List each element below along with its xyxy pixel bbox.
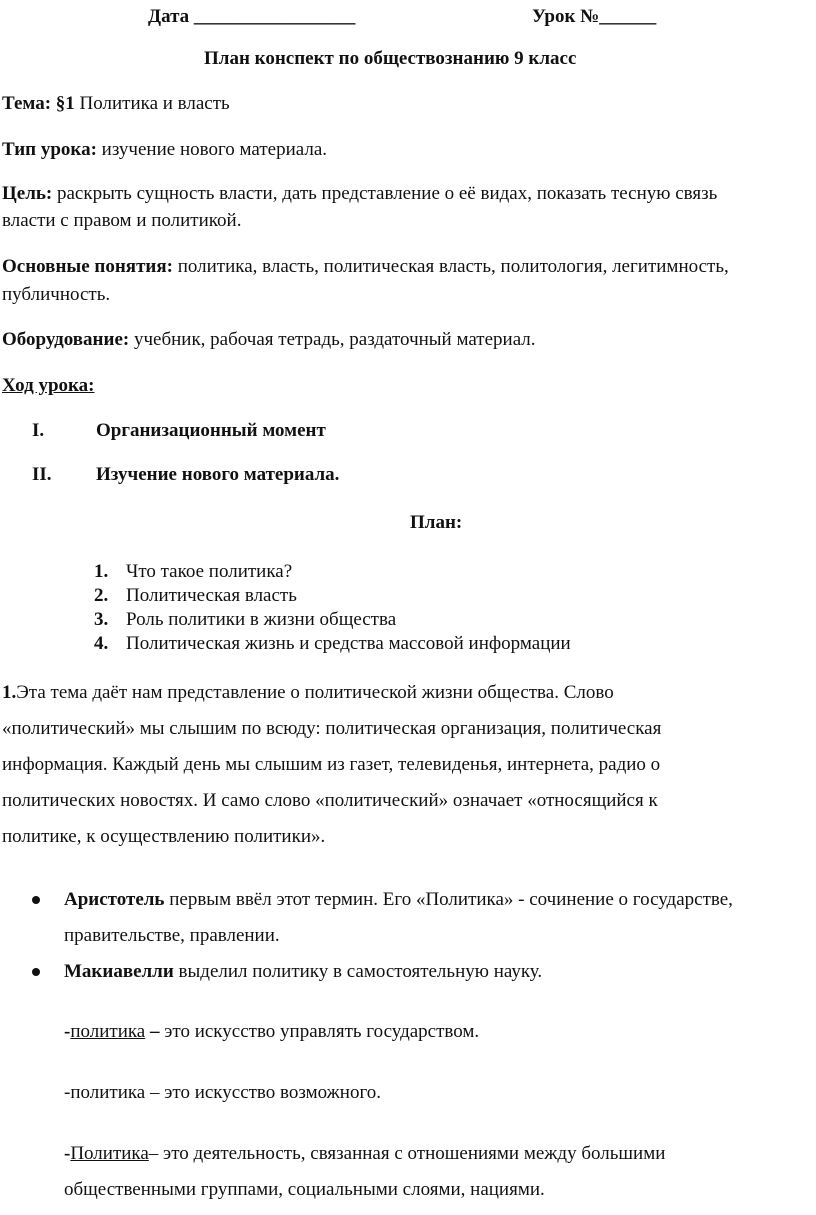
page-title: План конспект по обществознанию 9 класс — [204, 48, 577, 69]
plan-item: Политическая жизнь и средства массовой информации — [126, 633, 571, 654]
lesson-type-label: Тип урока: — [2, 139, 97, 160]
definition-term: Политика — [70, 1143, 149, 1164]
equipment-value: учебник, рабочая тетрадь, раздаточный материал. — [129, 329, 536, 350]
stage-text-1: Организационный момент — [96, 420, 326, 441]
plan-item-number: 2. — [94, 585, 109, 606]
goal-line-2: власти с правом и политикой. — [2, 210, 242, 231]
stage-number-1: I. — [32, 420, 45, 441]
bullet-item-machiavelli: Макиавелли выделил политику в самостоятельную науку. — [64, 961, 543, 982]
topic-value: Политика и власть — [74, 93, 230, 114]
paragraph-number: 1. — [2, 682, 17, 703]
goal-label: Цель: — [2, 183, 53, 204]
lesson-type-value: изучение нового материала. — [96, 139, 328, 160]
plan-heading: План: — [410, 512, 463, 533]
plan-item: Что такое политика? — [126, 561, 293, 582]
bullet-icon — [32, 968, 40, 976]
date-field — [148, 6, 355, 28]
concepts-line-1: Основные понятия: политика, власть, политическая власть, политология, легитимность, — [2, 256, 729, 277]
definition-line: -политика – это искусство управлять государством. — [64, 1021, 480, 1042]
equipment-label: Оборудование: — [2, 329, 130, 350]
bullet-item-aristotle-cont: правительстве, правлении. — [64, 925, 280, 946]
bullet-icon — [32, 896, 40, 904]
definition-line: -Политика– это деятельность, связанная с отношениями между большими — [64, 1143, 666, 1164]
plan-item: Политическая власть — [126, 585, 297, 606]
paragraph-line: «политический» мы слышим по всюду: политическая организация, политическая — [2, 718, 662, 739]
paragraph-line: политике, к осуществлению политики». — [2, 826, 326, 847]
concepts-label: Основные понятия: — [2, 256, 173, 277]
definition-line: -политика – это искусство возможного. — [64, 1082, 382, 1103]
definition-term: политика — [70, 1021, 146, 1042]
topic-line — [2, 93, 230, 115]
definition-line-cont: общественными группами, социальными слоями, нациями. — [64, 1179, 545, 1200]
stage-number-2: II. — [32, 464, 52, 485]
paragraph-line: 1.Эта тема даёт нам представление о политической жизни общества. Слово — [2, 682, 614, 703]
plan-item-number: 3. — [94, 609, 109, 630]
lesson-flow-heading: Ход урока: — [2, 375, 95, 396]
paragraph-line: политических новостях. И само слово «политический» означает «относящийся к — [2, 790, 658, 811]
concepts-line-2: публичность. — [2, 284, 111, 305]
plan-item-number: 1. — [94, 561, 109, 582]
date-label: Дата — [148, 6, 190, 27]
lesson-number-field — [532, 6, 656, 28]
topic-label: Тема: §1 — [2, 93, 75, 114]
equipment-line — [2, 329, 536, 351]
date-blank: _________________ — [193, 6, 356, 27]
bullet-item-aristotle: Аристотель первым ввёл этот термин. Его «Политика» - сочинение о государстве, — [64, 889, 733, 910]
plan-item-number: 4. — [94, 633, 109, 654]
paragraph-line: информация. Каждый день мы слышим из газет, телевиденья, интернета, радио о — [2, 754, 661, 775]
plan-item: Роль политики в жизни общества — [126, 609, 397, 630]
goal-line-1: Цель: раскрыть сущность власти, дать представление о её видах, показать тесную связь — [2, 183, 718, 204]
lesson-number-label: Урок №______ — [532, 6, 657, 27]
stage-text-2: Изучение нового материала. — [96, 464, 340, 485]
lesson-type-line — [2, 139, 327, 161]
